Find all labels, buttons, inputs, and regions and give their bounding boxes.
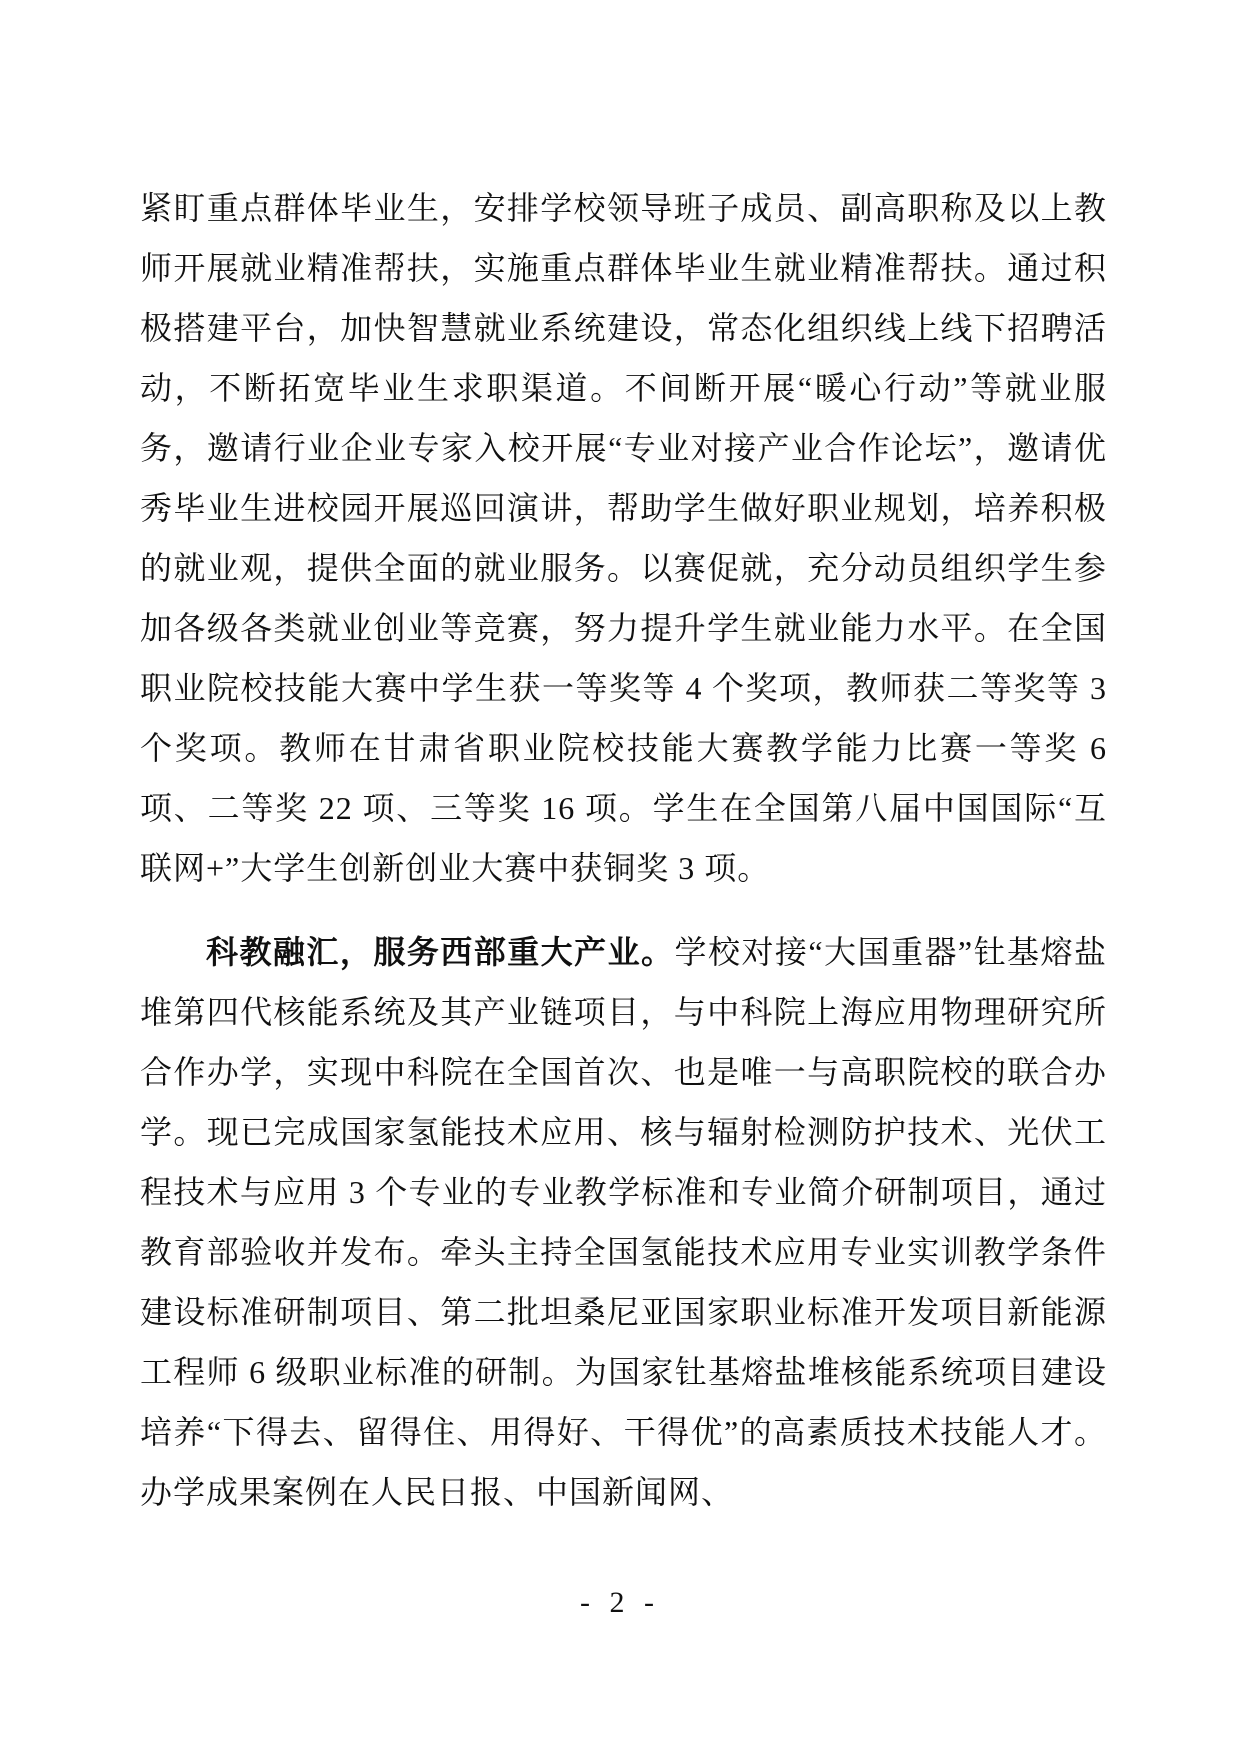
paragraph-text: 紧盯重点群体毕业生，安排学校领导班子成员、副高职称及以上教师开展就业精准帮扶，实施重点群体毕业生就业精准帮扶。通过积极搭建平台，加快智慧就业系统建设，常态化组织线上线下招聘活动，不断拓宽毕业生求职渠道。不间断开展“暖心行动”等就业服务，邀请行业企业专家入校开展“专业对接产业合作论坛”，邀请优秀毕业生进校园开展巡回演讲，帮助学生做好职业规划，培养积极的就业观，提供全面的就业服务。以赛促就，充分动员组织学生参加各级各类就业创业等竞赛，努力提升学生就业能力水平。在全国职业院校技能大赛中学生获一等奖等 4 个奖项，教师获二等奖等 3 个奖项。教师在甘肃省职业院校技能大赛教学能力比赛一等奖 6 项、二等奖 22 项、三等奖 16 项。学生在全国第八届中国国际“互联网+”大学生创新创业大赛中获铜奖 3 项。 <box>140 190 1107 886</box>
paragraph-science-education <box>140 922 1107 1522</box>
paragraph-employment <box>140 178 1107 898</box>
page-number: - 2 - <box>580 1586 660 1619</box>
document-body <box>140 178 1107 1522</box>
paragraph-lead-bold: 科教融汇，服务西部重大产业。 <box>206 934 675 970</box>
paragraph-text: 学校对接“大国重器”钍基熔盐堆第四代核能系统及其产业链项目，与中科院上海应用物理研究所合作办学，实现中科院在全国首次、也是唯一与高职院校的联合办学。现已完成国家氢能技术应用、核与辐射检测防护技术、光伏工程技术与应用 3 个专业的专业教学标准和专业简介研制项目，通过教育部验收并发布。牵头主持全国氢能技术应用专业实训教学条件建设标准研制项目、第二批坦桑尼亚国家职业标准开发项目新能源工程师 6 级职业标准的研制。为国家钍基熔盐堆核能系统项目建设培养“下得去、留得住、用得好、干得优”的高素质技术技能人才。办学成果案例在人民日报、中国新闻网、 <box>140 934 1107 1510</box>
